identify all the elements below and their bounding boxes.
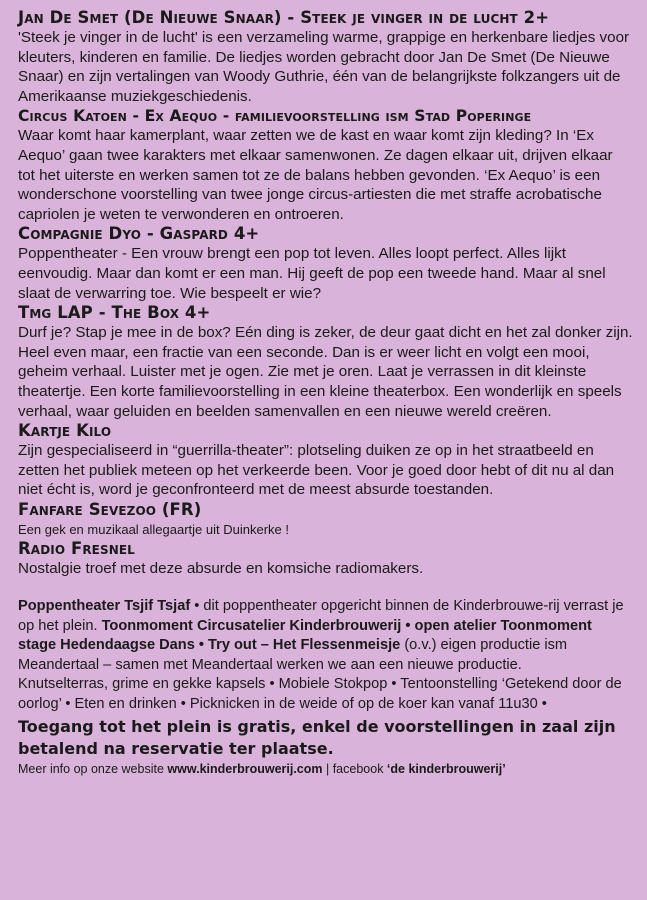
- facebook-link[interactable]: ‘de kinderbrouwerij’: [386, 762, 506, 777]
- entry-jan-de-smet: [18, 8, 633, 106]
- entry-description: Poppentheater - Een vrouw brengt een pop tot leven. Alles loopt perfect. Alles lijkt eenvoudig. Maar dan komt er een man. Hij geeft de pop een tweede hand. Maar al snel slaat de verwarring toe. Wie bespeelt er wie?: [18, 245, 606, 302]
- admission-note: Toegang tot het plein is gratis, enkel de voorstellingen in zaal zijn betalend na reservatie ter plaatse.: [18, 717, 616, 758]
- footer-prefix: Meer info op onze website: [18, 762, 168, 777]
- entry-description: Een gek en muzikaal allegaartje uit Duinkerke !: [18, 521, 289, 537]
- entry-title: Circus Katoen - Ex Aequo - familievoorstelling ism Stad Poperinge: [18, 107, 532, 126]
- extra-text: (o.v.) eigen productie ism Meandertaal – samen met Meandertaal werken we aan een nieuwe productie.: [18, 637, 568, 673]
- website-link[interactable]: www.kinderbrouwerij.com: [167, 762, 323, 777]
- extra-text: • dit poppentheater opgericht binnen de Kinderbrouwe-rij verrast je op het plein.: [18, 598, 624, 634]
- entry-title: Kartje Kilo: [18, 421, 112, 441]
- footer-separator: | facebook: [322, 762, 387, 777]
- section-spacer: [18, 578, 633, 597]
- footer: [18, 760, 633, 778]
- entry-description: Waar komt haar kamerplant, waar zetten we de kast en waar komt zijn kleding? In ‘Ex Aequo’ gaan twee karakters met elkaar samenwonen. Ze dagen elkaar uit, drijven elkaar tot het uiterste en werken samen tot ze de balans hebben gevonden. ‘Ex Aequo’ is een wonderschone voorstelling van twee jonge circus-artiesten die met straffe acrobatische capriolen je weten te verwonderen en ontroeren.: [18, 127, 613, 223]
- entry-description: 'Steek je vinger in de lucht' is een verzameling warme, grappige en herkenbare liedjes voor kleuters, kinderen en familie. De liedjes worden gebracht door Jan De Smet (De Nieuwe Snaar) en zijn vertalingen van Woody Guthrie, één van de belangrijkste folkzangers uit de Amerikaanse muziekgeschiedenis.: [18, 29, 630, 105]
- extra-activities: [18, 597, 633, 714]
- entry-title: Fanfare Sevezoo (FR): [18, 499, 202, 519]
- extra-paragraph: [18, 597, 633, 675]
- entry-tmg-lap: [18, 303, 633, 421]
- entry-description: Zijn gespecialiseerd in “guerrilla-theater”: plotseling duiken ze op in het straatbeeld en zetten het publiek meteen op het verkeerde been. Voor je goed door hebt of dit nu al dan niet écht is, word je geconfronteerd met de meest absurde toestanden.: [18, 442, 615, 499]
- entry-description: Durf je? Stap je mee in de box? Eén ding is zeker, de deur gaat dicht en het zal donker zijn. Heel even maar, een fractie van een seconde. Dan is er weer licht en volgt een mooi, geheim verhaal. Luister met je ogen. Zie met je oren. Laat je verrassen in dit kleinste theatertje. Een korte familievoorstelling in een kleine theaterbox. Een wonderlijk en speels verhaal, waar geluiden en beelden samenvallen en een nieuwe wereld creëren.: [18, 324, 633, 420]
- entry-compagnie-dyo: [18, 224, 633, 303]
- entry-description: Nostalgie troef met deze absurde en komsiche radiomakers.: [18, 559, 424, 577]
- entry-title: Compagnie Dyo - Gaspard 4+: [18, 224, 260, 244]
- extra-paragraph: Knutselterras, grime en gekke kapsels • Mobiele Stokpop • Tentoonstelling ‘Getekend door de oorlog’ • Eten en drinken • Picknicken in de weide of op de koer kan vanaf 11u30 •: [18, 676, 622, 712]
- entry-radio-fresnel: [18, 539, 633, 579]
- entry-kartje-kilo: [18, 421, 633, 500]
- entry-title: Radio Fresnel: [18, 538, 135, 558]
- extra-highlight: Poppentheater Tsjif Tsjaf: [18, 598, 191, 615]
- entry-fanfare-sevezoo: [18, 500, 633, 539]
- entry-title: Jan De Smet (De Nieuwe Snaar) - Steek je vinger in de lucht 2+: [18, 8, 550, 27]
- extra-highlight: Toonmoment Circusatelier Kinderbrouwerij • open atelier Toonmoment stage Hedendaagse Dans • Try out – Het Flessenmeisje: [18, 617, 592, 654]
- entry-title: Tmg LAP - The Box 4+: [18, 303, 211, 323]
- entry-circus-katoen: [18, 106, 633, 224]
